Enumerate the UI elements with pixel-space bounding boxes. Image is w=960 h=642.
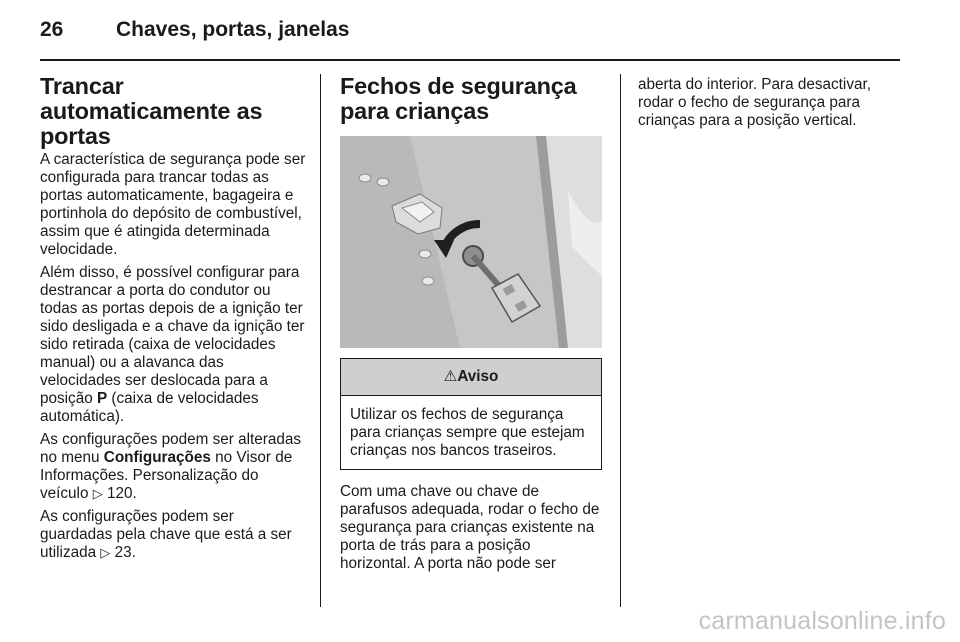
page-number: 26 xyxy=(40,18,64,41)
page-reference-icon: ▷ xyxy=(92,486,103,501)
column-2 xyxy=(340,74,602,578)
page-reference-icon: ▷ xyxy=(100,545,111,560)
page-header xyxy=(40,18,900,60)
page-reference-120[interactable]: 120. xyxy=(106,485,137,502)
column-1 xyxy=(40,74,308,567)
warning-title: Aviso xyxy=(457,368,499,385)
menu-name: Configurações xyxy=(103,449,211,466)
warning-box xyxy=(340,358,602,470)
header-rule xyxy=(40,59,900,61)
door-child-lock-drawing xyxy=(340,136,602,348)
child-lock-illustration xyxy=(340,136,602,348)
column-divider-2 xyxy=(620,74,621,607)
child-lock-instructions-continued: aberta do interior. Para desactivar, rodar o fecho de segurança para crianças para a posição vertical. xyxy=(638,76,871,129)
child-lock-instructions: Com uma chave ou chave de parafusos adequada, rodar o fecho de segurança para crianças existente na porta de trás para a posição horizontal. A porta não pode ser xyxy=(340,483,600,572)
warning-header xyxy=(341,359,601,396)
paragraph-3: As configurações podem ser alteradas no menu Configurações no Visor de Informações. Personalização do veículo ▷ 120. xyxy=(40,431,302,502)
warning-text: Utilizar os fechos de segurança para crianças sempre que estejam crianças nos bancos traseiros. xyxy=(350,406,585,459)
page-reference-23[interactable]: 23. xyxy=(114,544,136,561)
section-heading-child-locks: Fechos de segurança para crianças xyxy=(340,73,577,124)
gear-position-p: P xyxy=(96,390,108,407)
column-divider-1 xyxy=(320,74,321,607)
watermark: carmanualsonline.info xyxy=(698,607,946,635)
chapter-title: Chaves, portas, janelas xyxy=(116,18,350,41)
paragraph-1: A característica de segurança pode ser configurada para trancar todas as portas automaticamente, bagageira e portinhola do depósito de combustível, assim que é atingida determinada velocidade. xyxy=(40,151,306,258)
column-3 xyxy=(638,76,903,135)
warning-icon: ⚠ xyxy=(443,368,458,385)
paragraph-4: As configurações podem ser guardadas pela chave que está a ser utilizada ▷ 23. xyxy=(40,508,292,561)
paragraph-2: Além disso, é possível configurar para destrancar a porta do condutor ou todas as portas depois de a ignição ter sido desligada e a chave da ignição ter sido retirada (caixa de velocidades manual) ou a alavanca das velocidades ser deslocada para a posição P (caixa de velocidades automática). xyxy=(40,264,305,425)
section-heading-auto-lock: Trancar automaticamente as portas xyxy=(40,73,263,149)
